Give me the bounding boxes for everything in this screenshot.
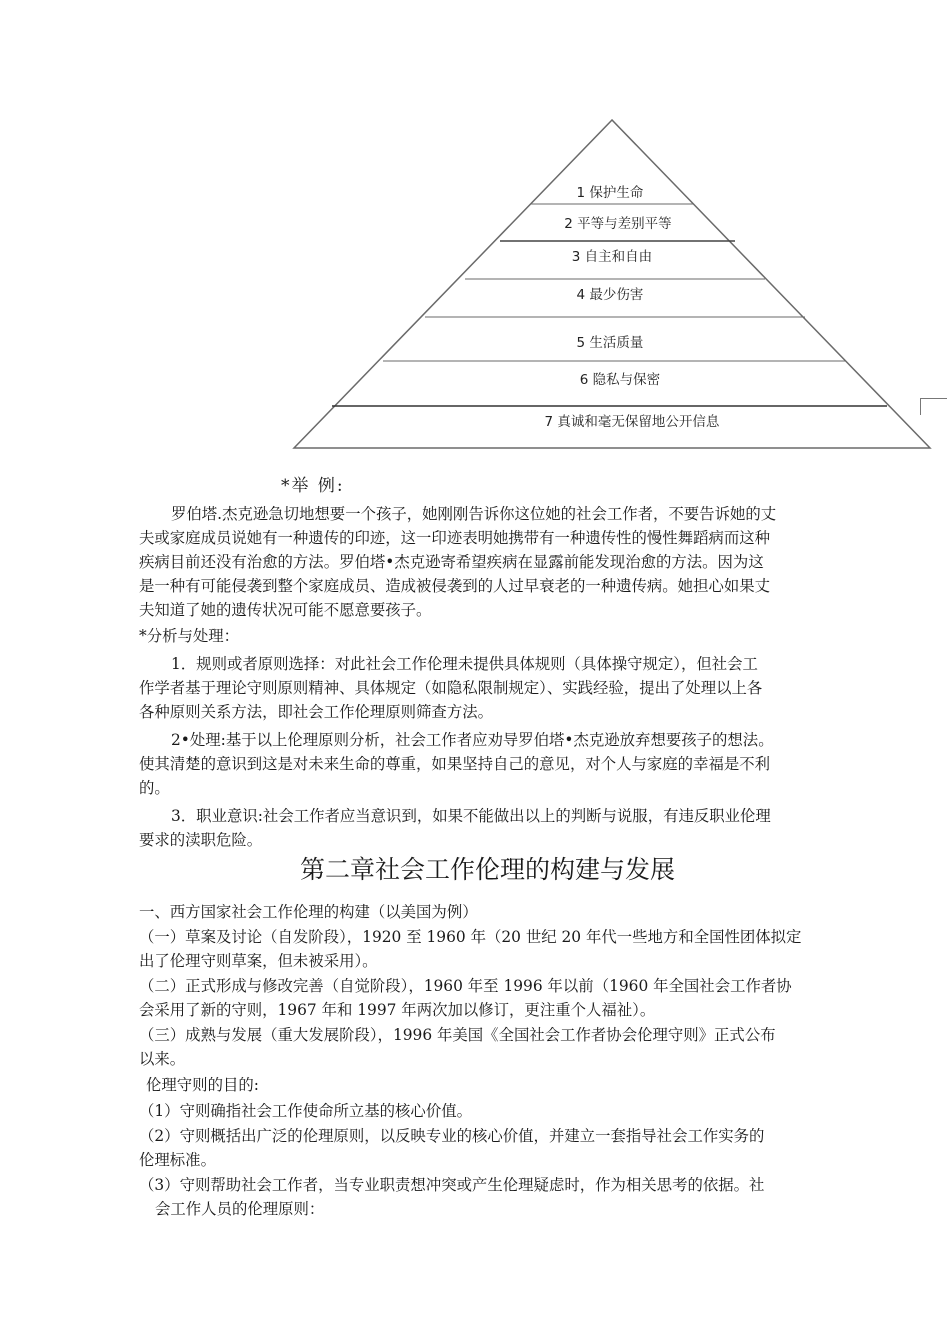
case-line: 是一种有可能侵袭到整个家庭成员、造成被侵袭到的人过早衰老的一种遗传病。她担心如果丈 xyxy=(139,577,771,595)
stage-line: 以来。 xyxy=(139,1050,186,1068)
example-label: *举 例: xyxy=(281,476,345,496)
stage-line: （一）草案及讨论（自发阶段），1920 至 1960 年（20 世纪 20 年代一些地方和全国性团体拟定 xyxy=(139,928,802,946)
case-line: 夫知道了她的遗传状况可能不愿意要孩子。 xyxy=(139,601,432,619)
case-line: 疾病目前还没有治愈的方法。罗伯塔•杰克逊寄希望疾病在显露前能发现治愈的方法。因为这 xyxy=(139,553,764,571)
pyramid-level-5: 5 生活质量 xyxy=(576,335,644,351)
pyramid-level-6: 6 隐私与保密 xyxy=(579,372,661,388)
analysis-line: 2•处理:基于以上伦理原则分析，社会工作者应劝导罗伯塔•杰克逊放弃想要孩子的想法。 xyxy=(171,731,774,749)
stage-line: （二）正式形成与修改完善（自觉阶段），1960 年至 1996 年以前（1960 年全国社会工作者协 xyxy=(139,977,792,995)
analysis-line: 作学者基于理论守则原则精神、具体规定（如隐私限制规定）、实践经验，提出了处理以上各 xyxy=(139,679,763,697)
analysis-line: 使其清楚的意识到这是对未来生命的尊重，如果坚持自己的意见，对个人与家庭的幸福是不利 xyxy=(139,755,771,773)
pyramid-level-2: 2 平等与差别平等 xyxy=(564,216,672,232)
analysis-line: 要求的渎职危险。 xyxy=(139,831,263,849)
purpose-line: （3）守则帮助社会工作者，当专业职责想冲突或产生伦理疑虑时，作为相关思考的依据。社 xyxy=(139,1176,765,1194)
pyramid-level-4: 4 最少伤害 xyxy=(576,287,644,303)
analysis-line: 3．职业意识:社会工作者应当意识到，如果不能做出以上的判断与说服，有违反职业伦理 xyxy=(171,807,771,825)
purpose-line: 会工作人员的伦理原则： xyxy=(155,1200,325,1218)
stage-line: 出了伦理守则草案，但未被采用）。 xyxy=(139,952,378,970)
ethical-principles-pyramid xyxy=(0,0,950,470)
stage-line: 会采用了新的守则，1967 年和 1997 年两次加以修订，更注重个人福祉）。 xyxy=(139,1001,656,1019)
case-line: 罗伯塔.杰克逊急切地想要一个孩子，她刚刚告诉你这位她的社会工作者，不要告诉她的丈 xyxy=(171,505,777,523)
analysis-line: 各种原则关系方法，即社会工作伦理原则筛查方法。 xyxy=(139,703,493,721)
analysis-line: 1．规则或者原则选择：对此社会工作伦理未提供具体规则（具体操守规定），但社会工 xyxy=(171,655,758,673)
pyramid-level-3: 3 自主和自由 xyxy=(571,249,653,265)
purpose-line: （1）守则确指社会工作使命所立基的核心价值。 xyxy=(139,1102,472,1120)
pyramid-outline xyxy=(294,120,930,448)
purpose-line: （2）守则概括出广泛的伦理原则，以反映专业的核心价值，并建立一套指导社会工作实务的 xyxy=(139,1127,765,1145)
analysis-label: *分析与处理： xyxy=(139,627,240,645)
section-heading: 一、西方国家社会工作伦理的构建（以美国为例） xyxy=(139,903,478,921)
case-line: 夫或家庭成员说她有一种遗传的印迹，这一印迹表明她携带有一种遗传性的慢性舞蹈病而这种 xyxy=(139,529,771,547)
pyramid-level-7: 7 真诚和毫无保留地公开信息 xyxy=(544,414,720,430)
analysis-line: 的。 xyxy=(139,779,170,797)
chapter-title: 第二章社会工作伦理的构建与发展 xyxy=(300,855,676,884)
purpose-heading: 伦理守则的目的: xyxy=(146,1076,259,1094)
stage-line: （三）成熟与发展（重大发展阶段），1996 年美国《全国社会工作者协会伦理守则》正式公布 xyxy=(139,1026,776,1044)
pyramid-level-1: 1 保护生命 xyxy=(576,185,644,201)
corner-crop-mark xyxy=(920,398,947,415)
purpose-line: 伦理标准。 xyxy=(139,1151,216,1169)
